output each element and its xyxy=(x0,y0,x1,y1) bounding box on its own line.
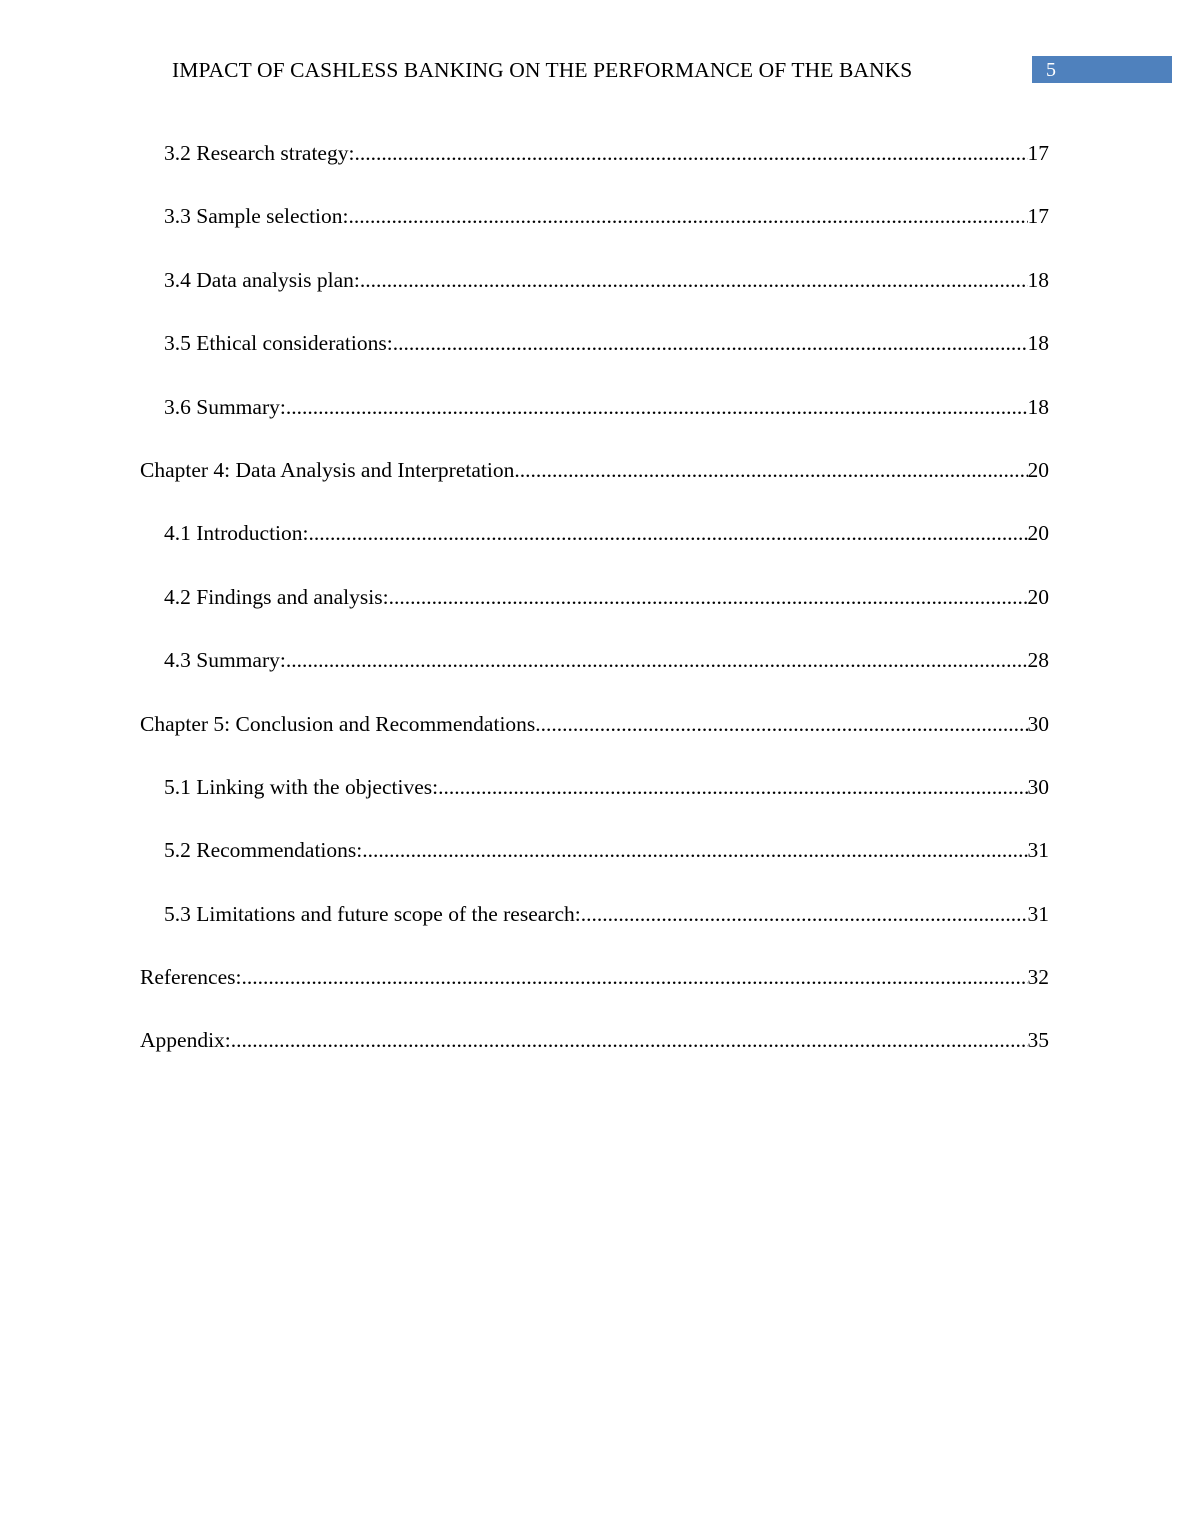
toc-entry-label: 4.1 Introduction: xyxy=(164,521,309,546)
toc-dot-leader xyxy=(231,1025,1028,1055)
toc-entry-page: 18 xyxy=(1027,331,1049,356)
toc-entry-label: 3.4 Data analysis plan: xyxy=(164,267,360,292)
toc-entry-page: 17 xyxy=(1027,204,1049,229)
toc-entry-page: 35 xyxy=(1027,1028,1049,1053)
toc-entry[interactable] xyxy=(140,899,1049,962)
toc-entry-label: References: xyxy=(140,965,242,990)
toc-dot-leader xyxy=(438,772,1027,802)
toc-entry-label: 3.2 Research strategy: xyxy=(164,141,355,165)
page-header xyxy=(0,55,1190,85)
toc-entry-chapter[interactable] xyxy=(140,455,1049,518)
toc-entry-label: 3.3 Sample selection: xyxy=(164,204,349,229)
toc-entry[interactable] xyxy=(140,518,1049,581)
toc-entry-label: 5.3 Limitations and future scope of the research: xyxy=(164,901,581,926)
toc-entry-page: 31 xyxy=(1027,901,1049,926)
toc-entry[interactable] xyxy=(140,835,1049,898)
toc-entry-label: Appendix: xyxy=(140,1028,231,1053)
toc-entry-label: 4.2 Findings and analysis: xyxy=(164,584,389,609)
toc-entry-page: 28 xyxy=(1027,648,1049,673)
toc-entry-page: 20 xyxy=(1027,584,1049,609)
toc-dot-leader xyxy=(360,265,1028,295)
toc-entry[interactable] xyxy=(140,265,1049,328)
toc-entry[interactable] xyxy=(140,138,1049,201)
toc-entry[interactable] xyxy=(140,201,1049,264)
toc-entry-page: 31 xyxy=(1027,838,1049,863)
table-of-contents xyxy=(140,138,1049,1089)
toc-entry-page: 32 xyxy=(1027,965,1049,990)
toc-dot-leader xyxy=(286,645,1028,675)
toc-entry[interactable] xyxy=(140,582,1049,645)
toc-dot-leader xyxy=(581,899,1028,929)
toc-entry-page: 20 xyxy=(1027,521,1049,546)
toc-entry[interactable] xyxy=(140,645,1049,708)
toc-dot-leader xyxy=(309,518,1028,548)
toc-dot-leader xyxy=(354,138,1027,168)
toc-dot-leader xyxy=(286,392,1028,422)
toc-entry[interactable] xyxy=(140,328,1049,391)
toc-entry-label: 5.1 Linking with the objectives: xyxy=(164,774,439,799)
toc-entry-label: 3.6 Summary: xyxy=(164,394,286,419)
toc-entry-page: 18 xyxy=(1027,267,1049,292)
toc-entry-appendix[interactable] xyxy=(140,1025,1049,1088)
toc-entry-chapter[interactable] xyxy=(140,709,1049,772)
toc-entry-label: 5.2 Recommendations: xyxy=(164,838,363,863)
page-number: 5 xyxy=(1046,59,1056,81)
toc-dot-leader xyxy=(535,709,1027,739)
toc-entry[interactable] xyxy=(140,392,1049,455)
toc-entry-label: 3.5 Ethical considerations: xyxy=(164,331,393,356)
toc-entry-page: 20 xyxy=(1027,457,1049,482)
toc-entry-label: Chapter 5: Conclusion and Recommendations xyxy=(140,711,536,736)
page-number-box xyxy=(1032,56,1172,83)
toc-entry-references[interactable] xyxy=(140,962,1049,1025)
toc-dot-leader xyxy=(514,455,1027,485)
toc-dot-leader xyxy=(389,582,1028,612)
toc-entry-page: 17 xyxy=(1027,141,1049,165)
toc-dot-leader xyxy=(241,962,1027,992)
toc-entry-page: 30 xyxy=(1027,774,1049,799)
toc-dot-leader xyxy=(393,328,1028,358)
toc-entry-page: 18 xyxy=(1027,394,1049,419)
toc-entry-label: 4.3 Summary: xyxy=(164,648,286,673)
toc-dot-leader xyxy=(349,201,1028,231)
toc-dot-leader xyxy=(362,835,1027,865)
toc-entry[interactable] xyxy=(140,772,1049,835)
toc-entry-label: Chapter 4: Data Analysis and Interpretation xyxy=(140,457,515,482)
toc-entry-page: 30 xyxy=(1027,711,1049,736)
running-head-title: IMPACT OF CASHLESS BANKING ON THE PERFORMANCE OF THE BANKS xyxy=(172,58,913,82)
